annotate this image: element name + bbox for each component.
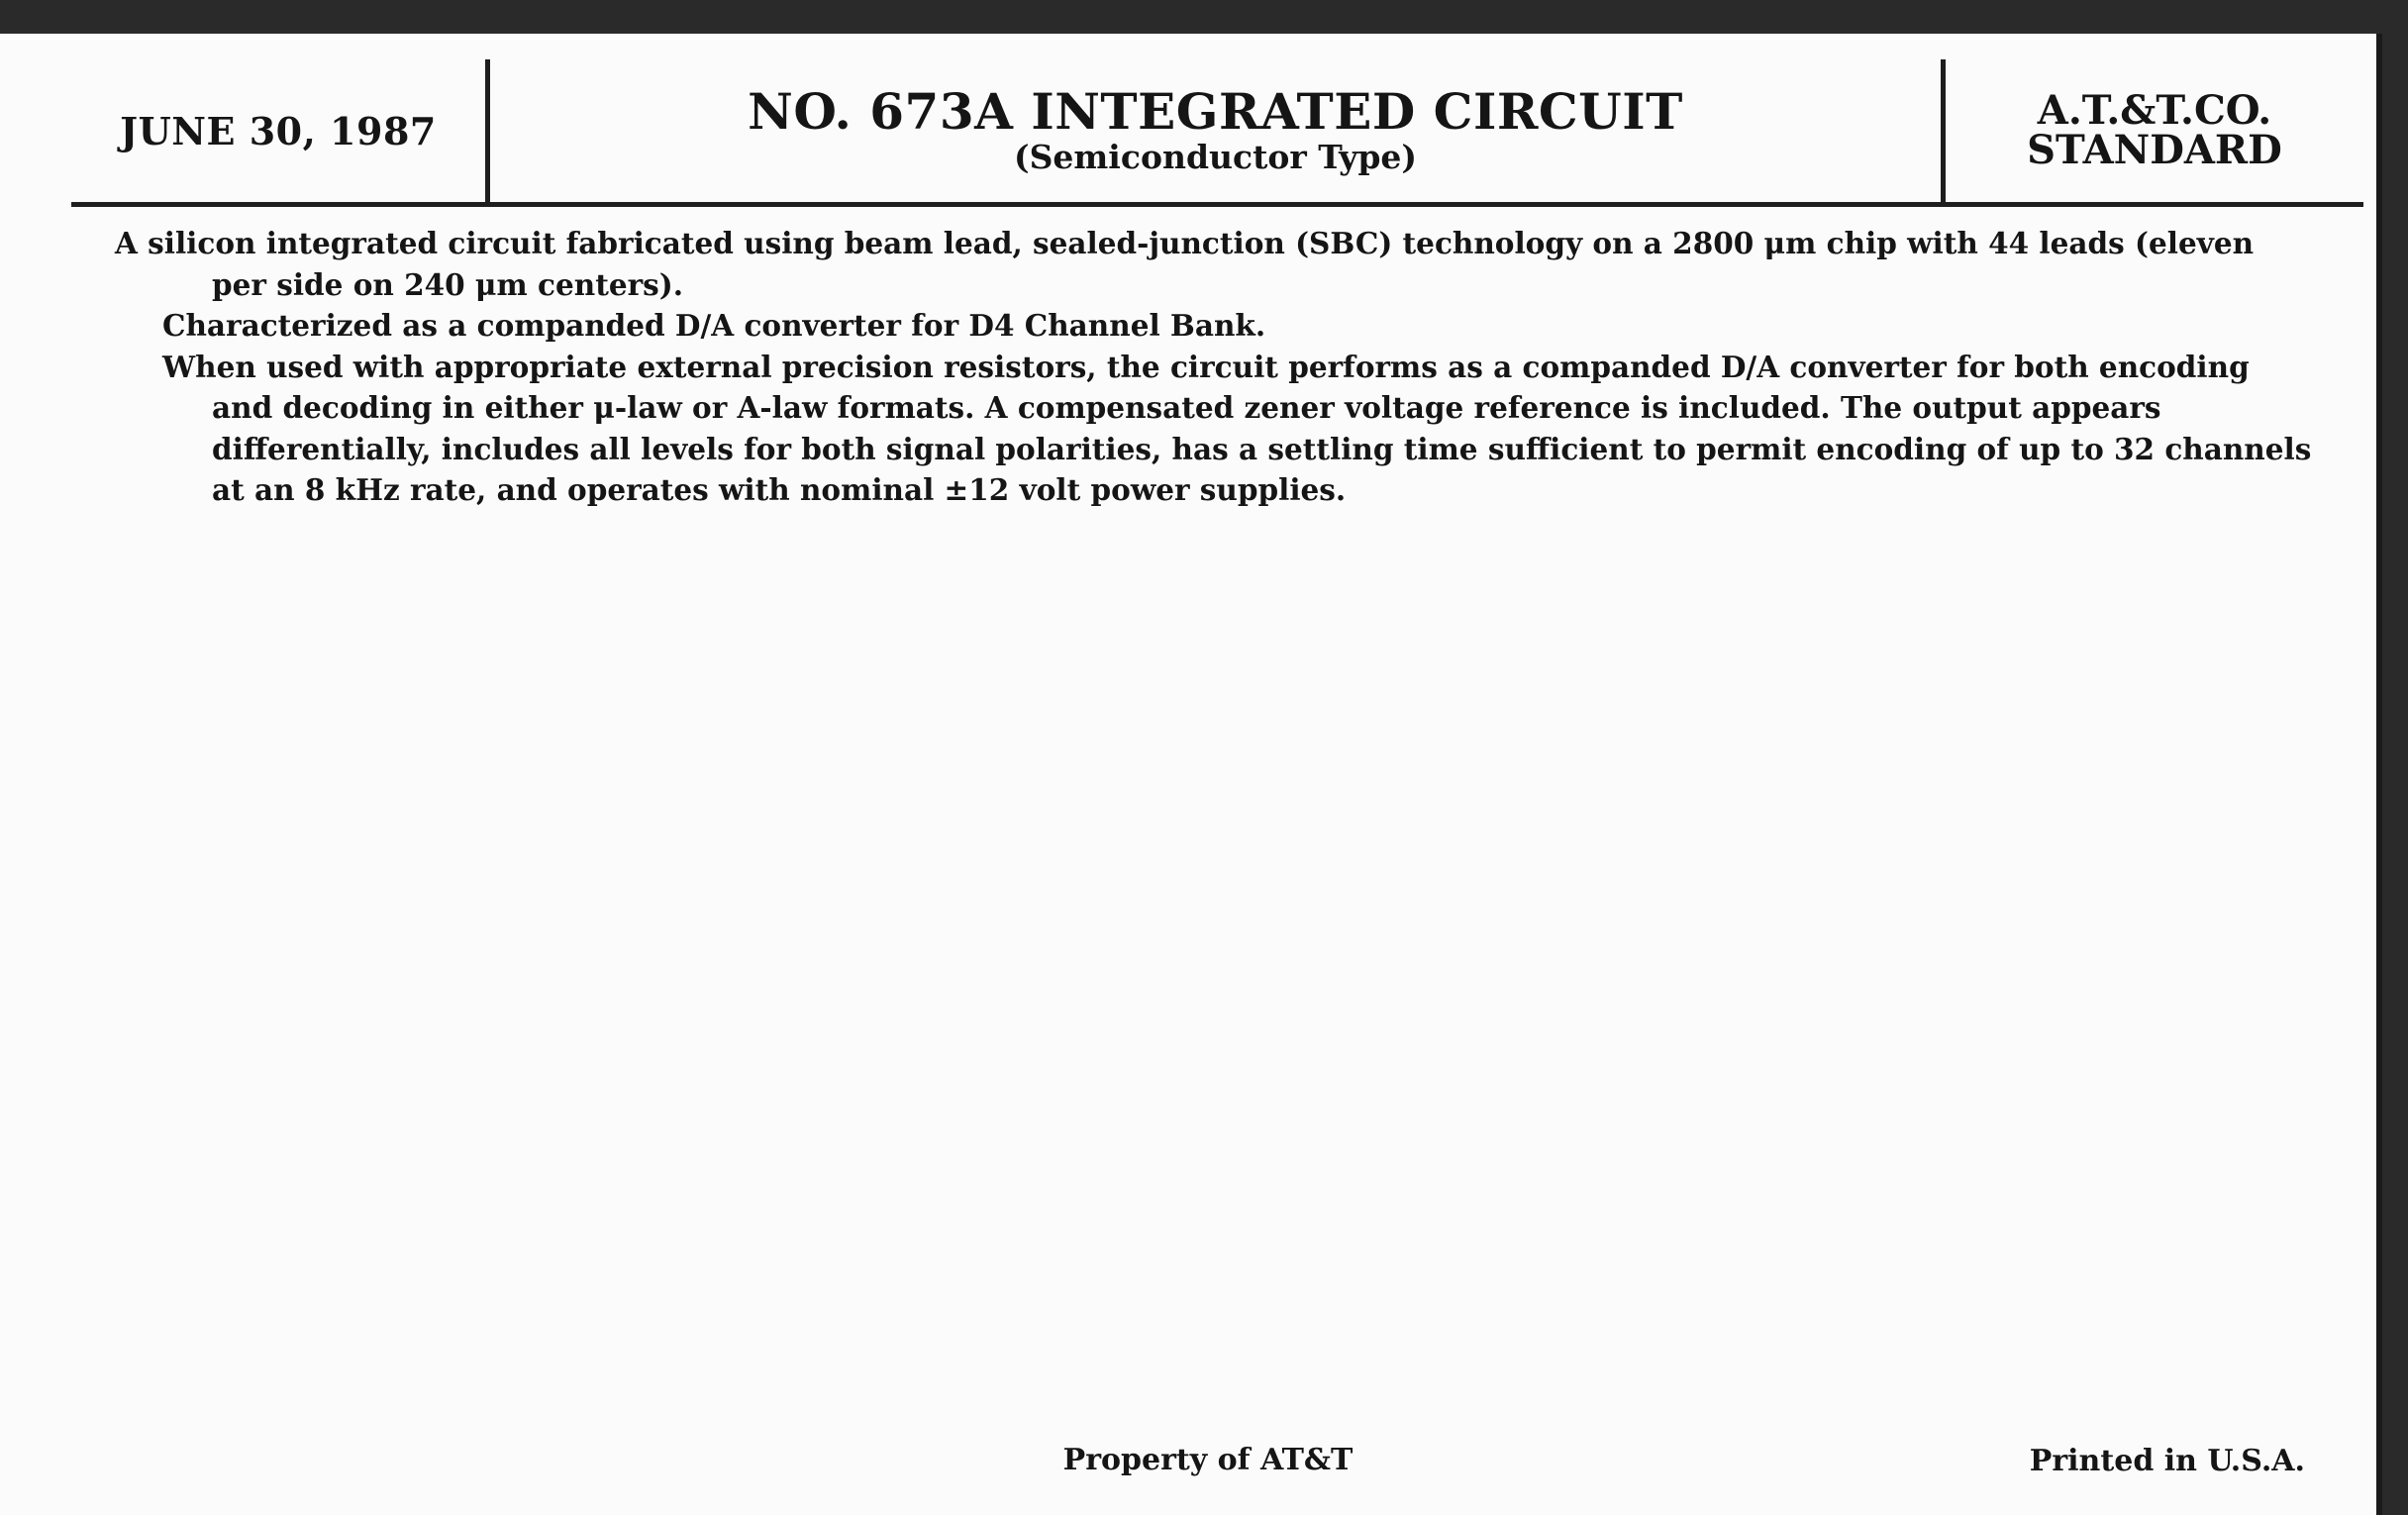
standard-block — [1946, 59, 2363, 202]
paragraph-operation: When used with appropriate external precision resistors, the circuit performs as a companded D/A converter for both encoding and decoding in either μ-law or A-law formats. A compensated zener voltage reference is included. The output appears differentially, includes all levels for both signal polarities, has a settling time sufficient to permit encoding of up to 32 channels at an 8 kHz rate, and operates with nominal ±12 volt power supplies. — [162, 349, 2312, 507]
page-title: NO. 673A INTEGRATED CIRCUIT — [748, 82, 1683, 141]
standard-label: STANDARD — [2027, 127, 2282, 173]
header-bar — [71, 59, 2363, 207]
footer-printed: Printed in U.S.A. — [2029, 1444, 2305, 1478]
issue-date: JUNE 30, 1987 — [120, 108, 437, 153]
paragraph-characterization: Characterized as a companded D/A converter for D4 Channel Bank. — [162, 308, 1266, 343]
title-block — [490, 59, 1941, 202]
standard-company: A.T.&T.CO. — [2037, 87, 2272, 134]
footer-property: Property of AT&T — [1062, 1443, 1354, 1477]
body-text — [115, 223, 2313, 511]
page-subtitle: (Semiconductor Type) — [1013, 138, 1418, 176]
paragraph-description: A silicon integrated circuit fabricated using beam lead, sealed-junction (SBC) technology on a 2800 μm chip with 44 leads (eleven per side on 240 μm centers). — [115, 226, 2255, 302]
document-card — [0, 34, 2382, 1515]
